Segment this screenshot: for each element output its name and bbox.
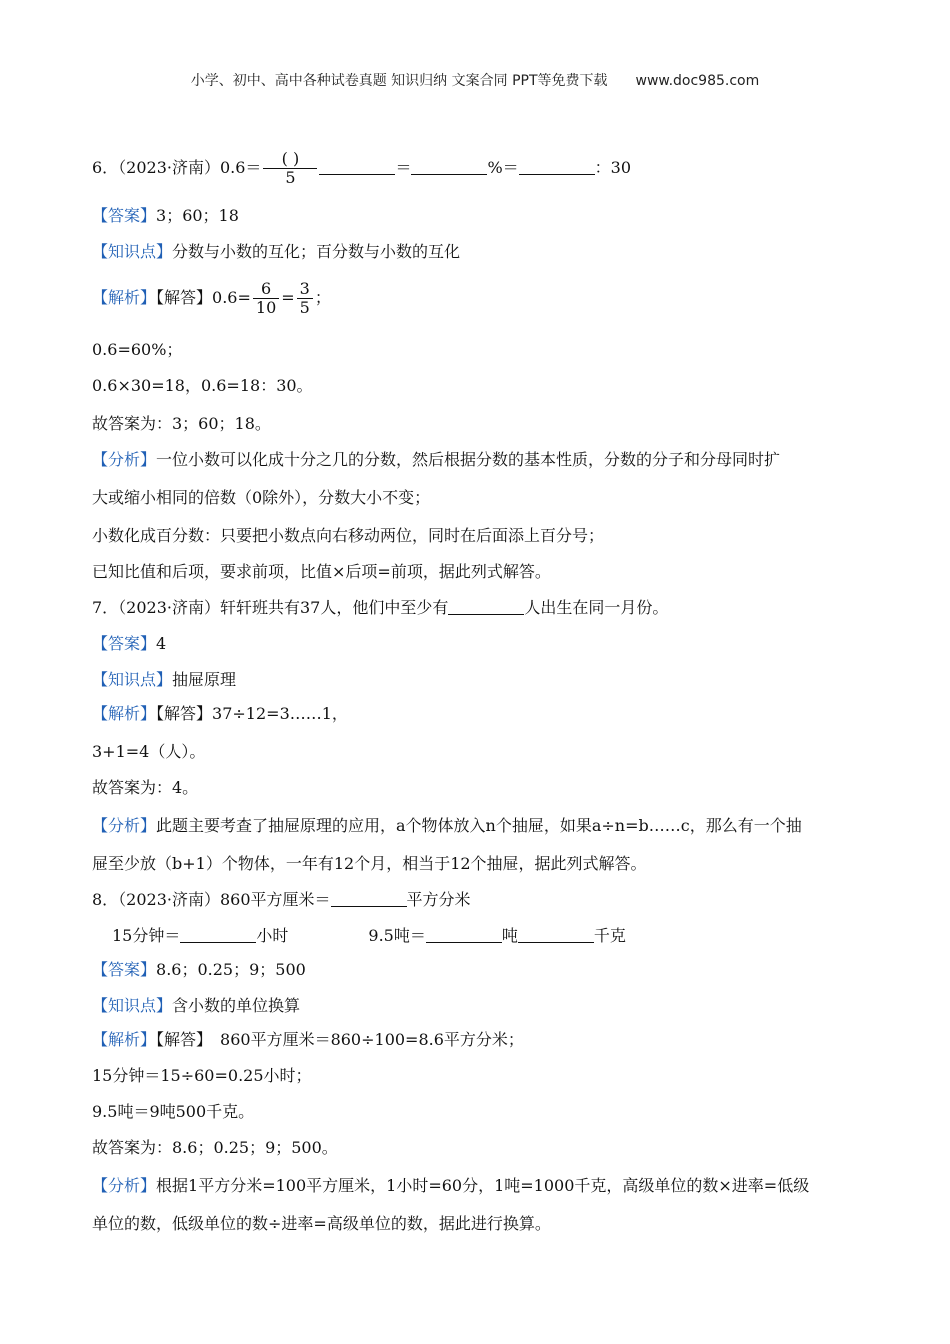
reasoning-tag: 【分析】	[92, 816, 157, 835]
q8-question	[92, 890, 471, 910]
q8-answer-text: 8.6；0.25；9；500	[156, 960, 306, 979]
q8-reasoning-text: 根据1平方分米=100平方厘米，1小时=60分，1吨=1000千克，高级单位的数×进率=低级	[156, 1176, 810, 1195]
q7-suffix: 人出生在同一月份。	[524, 598, 669, 617]
q8-suffix-1: 平方分米	[406, 890, 471, 909]
solve-tag: 【解答】	[156, 704, 213, 723]
q7-answer-text: 4	[156, 634, 167, 653]
q8-minutes-label: 15分钟＝	[112, 926, 181, 945]
q8-solve-line-2: 15分钟＝15÷60=0.25小时；	[92, 1066, 312, 1085]
page-header: 小学、初中、高中各种试卷真题 知识归纳 文案合同 PPT等免费下载 www.doc985.com	[190, 73, 760, 89]
q6-reasoning-3: 小数化成百分数：只要把小数点向右移动两位，同时在后面添上百分号；	[92, 526, 605, 545]
q6-frac-numerator: ( )	[263, 150, 317, 169]
analysis-tag: 【解析】	[92, 288, 157, 307]
fraction-denominator: 5	[299, 298, 310, 317]
q8-reasoning-2: 单位的数，低级单位的数÷进率=高级单位的数，据此进行换算。	[92, 1214, 551, 1233]
answer-tag: 【答案】	[92, 634, 157, 653]
q6-blank-3	[519, 158, 595, 175]
q6-solve-line-2: 0.6=60%；	[92, 340, 183, 359]
q8-solve-line-3: 9.5吨＝9吨500千克。	[92, 1102, 255, 1121]
q6-knowledge	[92, 242, 460, 262]
q7-reasoning-1	[92, 816, 802, 836]
q6-solve-suffix: ；	[314, 288, 331, 307]
q7-solve-line-2: 3+1=4（人）。	[92, 742, 206, 761]
q6-fraction	[263, 150, 317, 187]
analysis-tag: 【解析】	[92, 1030, 157, 1049]
q6-solve-line-4: 故答案为：3；60；18。	[92, 414, 271, 433]
q8-knowledge-text: 含小数的单位换算	[172, 996, 301, 1015]
q7-solution	[92, 704, 348, 724]
q7-solve-line-3: 故答案为：4。	[92, 778, 199, 797]
fraction-denominator: 10	[255, 298, 277, 317]
answer-tag: 【答案】	[92, 206, 157, 225]
knowledge-tag: 【知识点】	[92, 242, 173, 261]
solve-tag: 【解答】	[156, 1030, 205, 1049]
q7-knowledge-text: 抽屉原理	[172, 670, 237, 689]
q6-fraction-3-5	[297, 280, 313, 317]
q7-reasoning-2: 屉至少放（b+1）个物体，一年有12个月，相当于12个抽屉，据此列式解答。	[92, 854, 647, 873]
q6-equals-2: =	[281, 288, 295, 307]
q8-blank-3	[426, 926, 502, 943]
q6-answer	[92, 206, 239, 226]
fraction-numerator: 3	[297, 280, 313, 299]
q6-fraction-6-10	[253, 280, 279, 317]
q8-answer	[92, 960, 306, 980]
q8-question-line-2	[112, 926, 626, 946]
knowledge-tag: 【知识点】	[92, 996, 173, 1015]
q6-equals: ＝	[395, 158, 412, 177]
q6-frac-denominator: 5	[285, 168, 296, 187]
q8-hours-label: 小时	[256, 926, 289, 945]
q7-knowledge	[92, 670, 236, 690]
q6-reasoning-2: 大或缩小相同的倍数（0除外），分数大小不变；	[92, 488, 431, 507]
q8-kg-unit: 千克	[593, 926, 626, 945]
q7-solve-1: 37÷12=3……1，	[212, 704, 348, 723]
q6-blank-1	[319, 158, 395, 175]
solve-tag: 【解答】	[156, 288, 213, 307]
q6-reasoning-text: 一位小数可以化成十分之几的分数，然后根据分数的基本性质，分数的分子和分母同时扩	[156, 450, 781, 469]
q8-solution	[92, 1030, 524, 1050]
q8-reasoning-1	[92, 1176, 809, 1196]
q7-answer	[92, 634, 166, 654]
q6-tail: ：30	[594, 158, 632, 177]
q6-solve-line-3: 0.6×30=18，0.6=18：30。	[92, 376, 313, 395]
q8-ton-label: 9.5吨＝	[368, 926, 426, 945]
q7-reasoning-text: 此题主要考查了抽屉原理的应用，a个物体放入n个抽屉，如果a÷n=b……c，那么有一个抽	[156, 816, 802, 835]
q8-blank-2	[180, 926, 256, 943]
q8-blank-4	[518, 926, 594, 943]
q8-prefix: 8．（2023·济南）860平方厘米＝	[92, 890, 331, 909]
q8-solve-line-4: 故答案为：8.6；0.25；9；500。	[92, 1138, 338, 1157]
q6-prefix: 6．（2023·济南）0.6＝	[92, 158, 262, 177]
q7-prefix: 7．（2023·济南）轩轩班共有37人，他们中至少有	[92, 598, 449, 617]
q7-question	[92, 598, 668, 618]
q8-knowledge	[92, 996, 300, 1016]
fraction-numerator: 6	[253, 280, 279, 299]
q6-solution	[92, 280, 331, 317]
q6-solve-prefix: 0.6=	[212, 288, 251, 307]
analysis-tag: 【解析】	[92, 704, 157, 723]
answer-tag: 【答案】	[92, 960, 157, 979]
q6-question	[92, 150, 631, 187]
q6-reasoning-1	[92, 450, 780, 470]
q6-blank-2	[411, 158, 487, 175]
q6-percent: %＝	[487, 158, 519, 177]
q8-solve-1: 860平方厘米＝860÷100=8.6平方分米；	[204, 1030, 524, 1049]
q6-reasoning-4: 已知比值和后项，要求前项，比值×后项=前项，据此列式解答。	[92, 562, 551, 581]
q8-blank-1	[331, 890, 407, 907]
q6-knowledge-text: 分数与小数的互化；百分数与小数的互化	[172, 242, 461, 261]
q7-blank	[448, 598, 524, 615]
reasoning-tag: 【分析】	[92, 1176, 157, 1195]
reasoning-tag: 【分析】	[92, 450, 157, 469]
q6-answer-text: 3；60；18	[156, 206, 239, 225]
knowledge-tag: 【知识点】	[92, 670, 173, 689]
q8-ton-unit: 吨	[501, 926, 518, 945]
